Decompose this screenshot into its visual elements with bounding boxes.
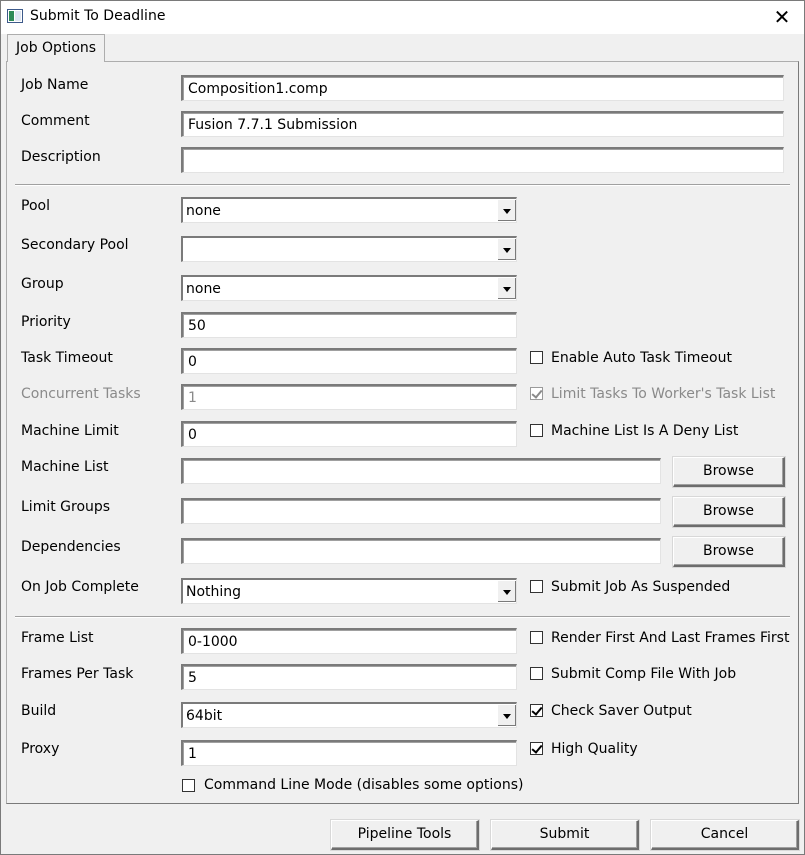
tab-job-options[interactable]: Job Options [7,34,105,62]
concurrent-tasks-field[interactable]: 1 [181,384,517,410]
submit-comp-checkbox[interactable] [530,667,543,680]
group-dropdown[interactable] [181,275,517,301]
build-dropdown[interactable] [181,702,517,728]
machine-list-browse-button[interactable]: Browse [673,457,785,487]
chevron-down-icon[interactable] [497,199,516,221]
separator [15,616,790,618]
concurrent-tasks-label: Concurrent Tasks [21,386,141,402]
description-label: Description [21,149,101,165]
submit-comp-label: Submit Comp File With Job [551,666,737,682]
limit-tasks-label: Limit Tasks To Worker's Task List [551,386,776,402]
chevron-down-icon[interactable] [497,277,516,299]
group-label: Group [21,276,64,292]
machine-list-label: Machine List [21,459,109,475]
priority-label: Priority [21,314,71,330]
machine-limit-label: Machine Limit [21,423,119,439]
frames-per-task-field[interactable]: 5 [181,664,517,690]
auto-timeout-label: Enable Auto Task Timeout [551,350,732,366]
window-title: Submit To Deadline [30,8,166,24]
dependencies-browse-button[interactable]: Browse [673,537,785,567]
separator [15,184,790,186]
limit-groups-label: Limit Groups [21,499,111,515]
deny-list-label: Machine List Is A Deny List [551,423,739,439]
frames-per-task-label: Frames Per Task [21,666,134,682]
chevron-down-icon[interactable] [497,238,516,260]
machine-list-field[interactable] [181,458,661,484]
cmdline-label: Command Line Mode (disables some options) [204,777,524,793]
chevron-down-icon[interactable] [497,704,516,726]
machine-limit-field[interactable]: 0 [181,421,517,447]
limit-groups-field[interactable] [181,498,661,524]
pool-label: Pool [21,198,50,214]
frame-list-field[interactable]: 0-1000 [181,628,517,654]
submit-button[interactable]: Submit [491,820,639,850]
title-bar [0,0,805,34]
dependencies-label: Dependencies [21,539,121,555]
build-value: 64bit [186,708,223,724]
cmdline-checkbox[interactable] [182,779,195,792]
frame-list-label: Frame List [21,630,94,646]
job-name-field[interactable]: Composition1.comp [181,75,784,101]
proxy-label: Proxy [21,741,60,757]
task-timeout-field[interactable]: 0 [181,348,517,374]
deny-list-checkbox[interactable] [530,424,543,437]
dependencies-field[interactable] [181,538,661,564]
priority-field[interactable]: 50 [181,312,517,338]
check-saver-label: Check Saver Output [551,703,692,719]
task-timeout-label: Task Timeout [21,350,113,366]
high-quality-checkbox[interactable] [530,742,543,755]
secondary-pool-label: Secondary Pool [21,237,129,253]
auto-timeout-checkbox[interactable] [530,351,543,364]
on-complete-value: Nothing [186,584,242,600]
close-icon[interactable]: ✕ [773,5,791,29]
on-complete-label: On Job Complete [21,579,139,595]
first-last-checkbox[interactable] [530,631,543,644]
limit-groups-browse-button[interactable]: Browse [673,497,785,527]
build-label: Build [21,703,57,719]
comment-label: Comment [21,113,90,129]
comment-field[interactable]: Fusion 7.7.1 Submission [181,111,784,137]
pool-dropdown[interactable] [181,197,517,223]
suspended-label: Submit Job As Suspended [551,579,731,595]
group-value: none [186,281,221,297]
suspended-checkbox[interactable] [530,580,543,593]
description-field[interactable] [181,147,784,173]
app-icon [7,9,23,23]
job-name-label: Job Name [21,77,89,93]
pipeline-tools-button[interactable]: Pipeline Tools [331,820,479,850]
check-saver-checkbox[interactable] [530,704,543,717]
on-complete-dropdown[interactable] [181,578,517,604]
first-last-label: Render First And Last Frames First [551,630,790,646]
cancel-button[interactable]: Cancel [651,820,799,850]
high-quality-label: High Quality [551,741,638,757]
limit-tasks-checkbox[interactable] [530,387,543,400]
proxy-field[interactable]: 1 [181,740,517,766]
secondary-pool-dropdown[interactable] [181,236,517,262]
chevron-down-icon[interactable] [497,580,516,602]
pool-value: none [186,203,221,219]
